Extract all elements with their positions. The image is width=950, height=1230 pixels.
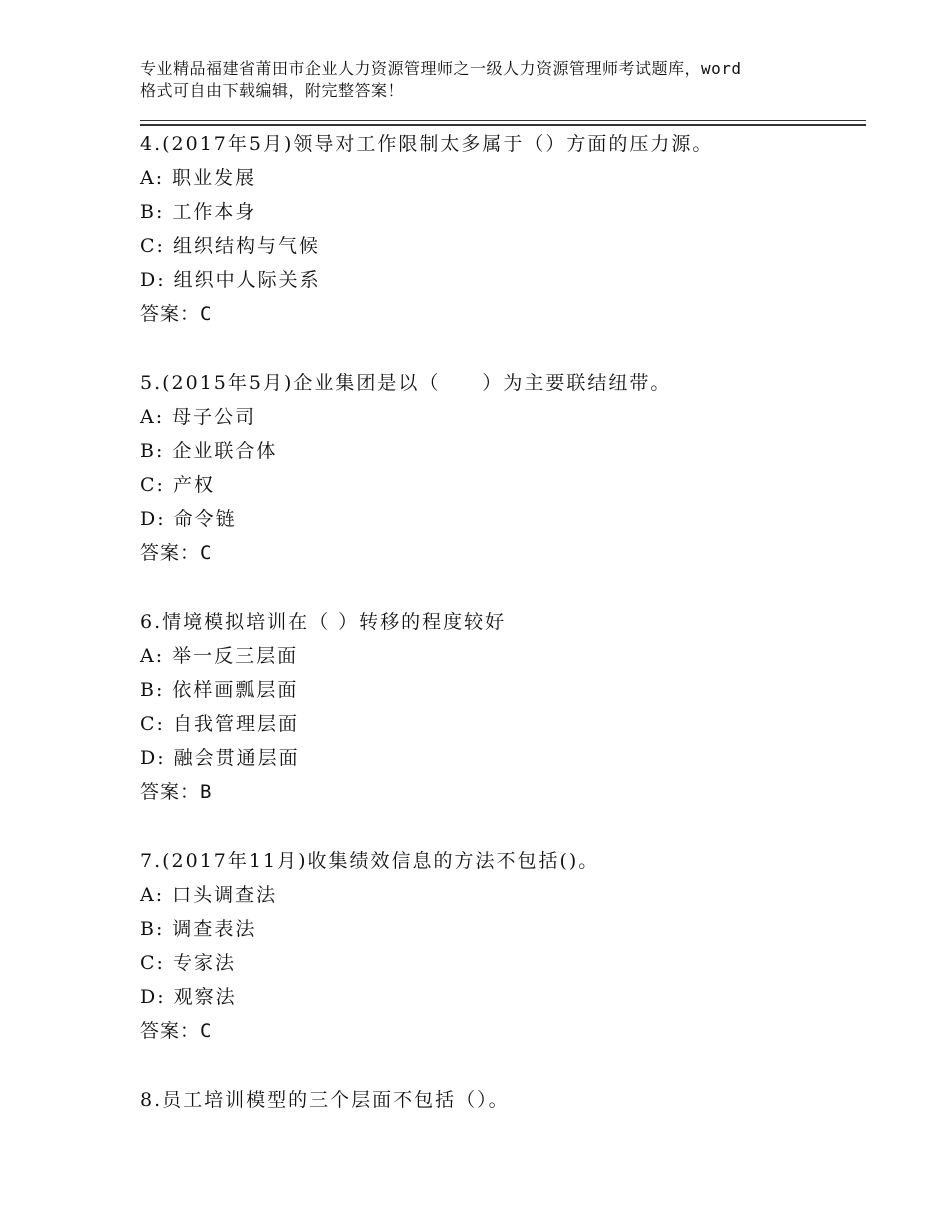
- question-stem: 6.情境模拟培训在（ ）转移的程度较好: [140, 611, 507, 633]
- question-6: [140, 605, 860, 809]
- answer-label: 答案：: [140, 542, 201, 564]
- answer-value: B: [200, 781, 213, 803]
- question-4: [140, 127, 860, 331]
- question-8: [140, 1083, 860, 1117]
- option-c: C: 专家法: [140, 952, 236, 974]
- option-c: C: 组织结构与气候: [140, 235, 320, 257]
- question-stem: 4.(2017年5月)领导对工作限制太多属于（）方面的压力源。: [140, 133, 714, 155]
- answer-line: [140, 297, 860, 331]
- option-d: D: 组织中人际关系: [140, 269, 321, 291]
- option-d: D: 命令链: [140, 508, 237, 530]
- option-a: A: 举一反三层面: [140, 645, 299, 667]
- header-divider-top: [140, 120, 866, 121]
- option-c: C: 自我管理层面: [140, 713, 299, 735]
- document-header: [140, 58, 830, 102]
- option-c: C: 产权: [140, 474, 215, 496]
- header-divider-bottom: [140, 124, 866, 126]
- answer-line: [140, 1014, 860, 1048]
- question-7: [140, 844, 860, 1048]
- header-line-1: 专业精品福建省莆田市企业人力资源管理师之一级人力资源管理师考试题库，word: [140, 59, 742, 78]
- question-stem: 5.(2015年5月)企业集团是以（ ）为主要联结纽带。: [140, 372, 672, 394]
- option-a: A: 口头调查法: [140, 884, 278, 906]
- answer-value: C: [200, 303, 213, 325]
- answer-label: 答案：: [140, 303, 201, 325]
- question-stem: 8.员工培训模型的三个层面不包括（）。: [140, 1089, 510, 1111]
- question-5: [140, 366, 860, 570]
- answer-line: [140, 775, 860, 809]
- option-b: B: 调查表法: [140, 918, 257, 940]
- option-a: A: 职业发展: [140, 167, 257, 189]
- option-b: B: 工作本身: [140, 201, 257, 223]
- answer-label: 答案：: [140, 1020, 201, 1042]
- answer-line: [140, 536, 860, 570]
- option-b: B: 企业联合体: [140, 440, 278, 462]
- question-stem: 7.(2017年11月)收集绩效信息的方法不包括()。: [140, 850, 600, 872]
- answer-label: 答案：: [140, 781, 201, 803]
- answer-value: C: [200, 542, 213, 564]
- header-line-2: 格式可自由下载编辑，附完整答案！: [140, 81, 405, 100]
- option-a: A: 母子公司: [140, 406, 257, 428]
- answer-value: C: [200, 1020, 213, 1042]
- option-d: D: 观察法: [140, 986, 237, 1008]
- option-b: B: 依样画瓢层面: [140, 679, 299, 701]
- option-d: D: 融会贯通层面: [140, 747, 300, 769]
